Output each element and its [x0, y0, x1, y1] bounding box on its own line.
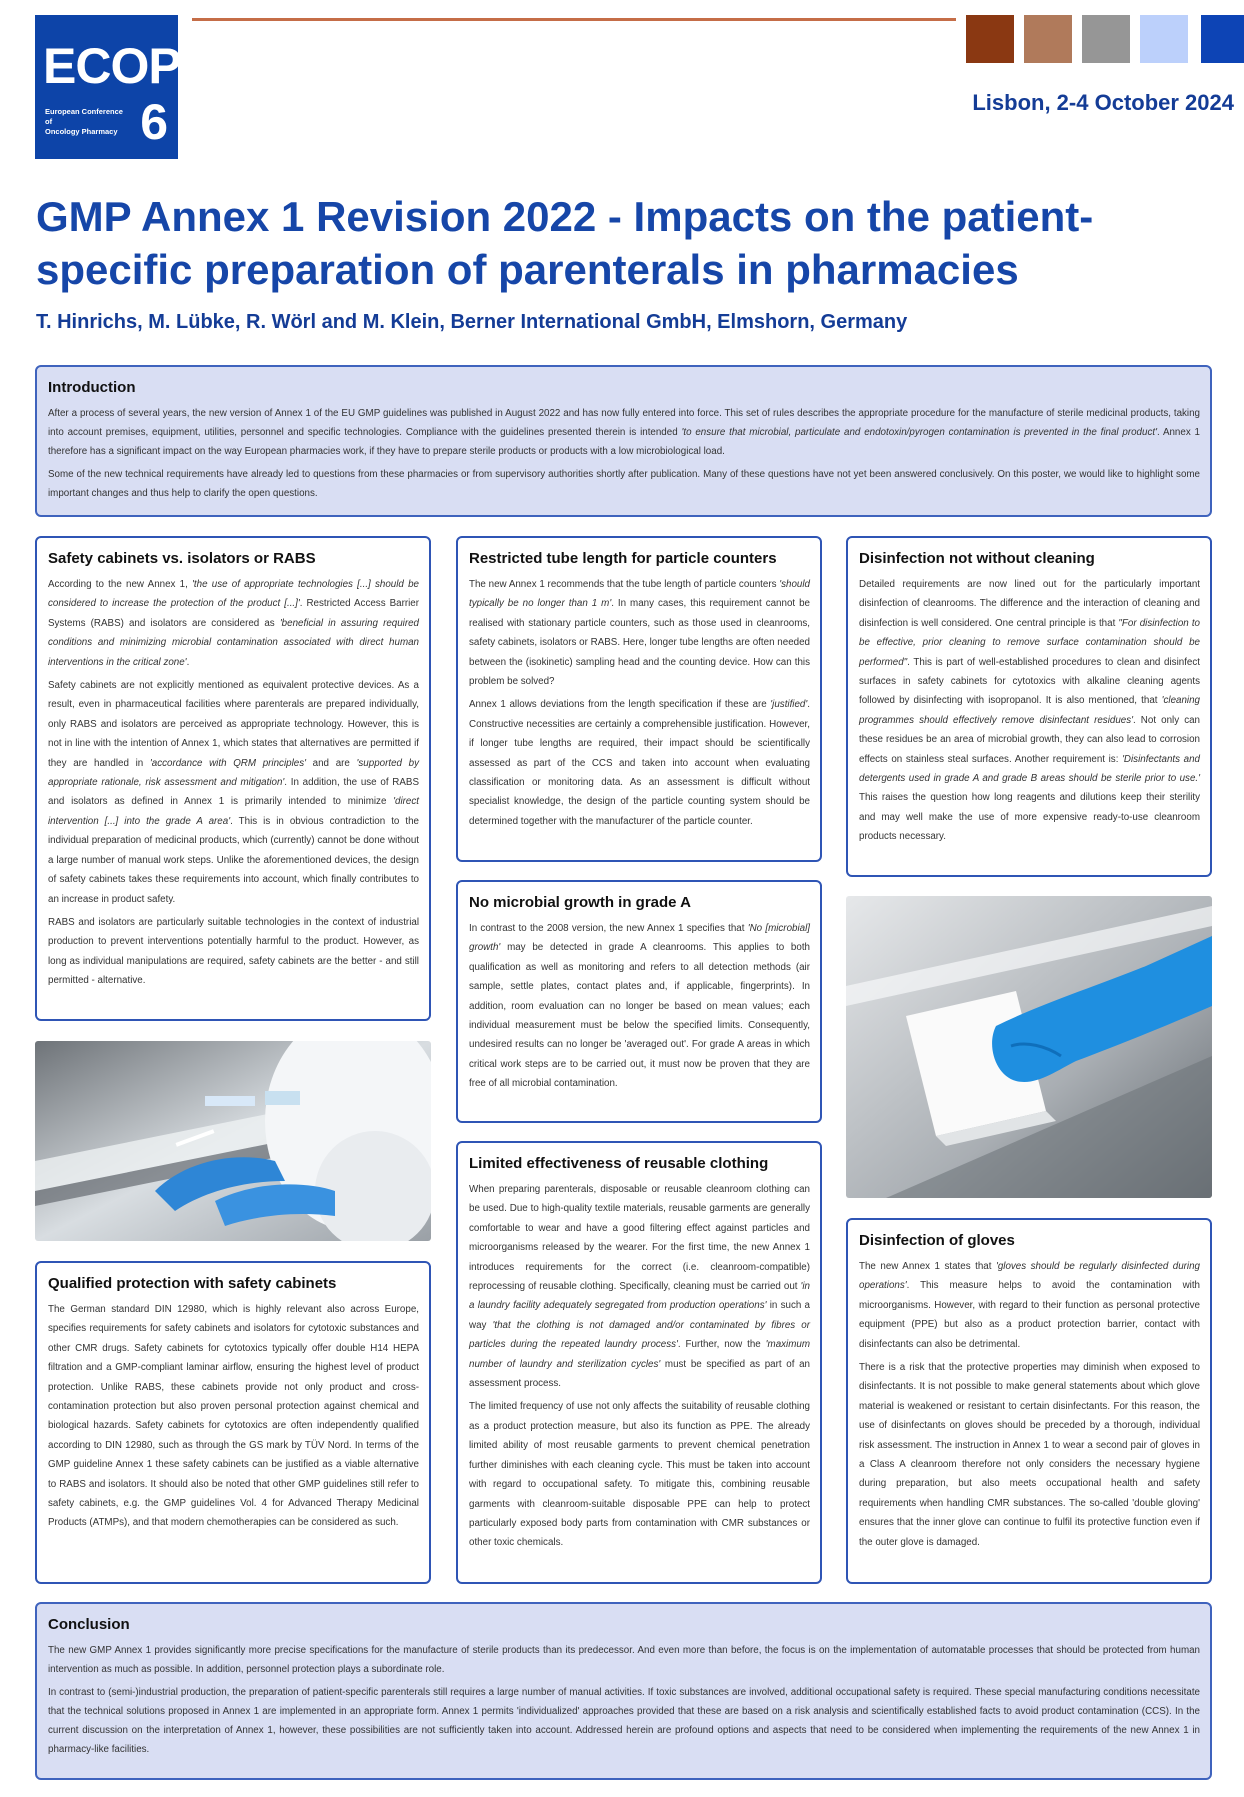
authors: T. Hinrichs, M. Lübke, R. Wörl and M. Klein, Berner International GmbH, Elmshorn, Germany: [36, 311, 908, 333]
qualified-protection-paragraph-1: The German standard DIN 12980, which is highly relevant also across Europe, specifies requirements for safety cabinets and isolators for cytotoxic substances and other CMR drugs. Safety cabinets for cytotoxics typically offer double H14 HEPA filtration and a GMP-compliant laminar airflow, ensuring the highest level of product protection. Unlike RABS, these cabinets provide not only product and cross-contamination protection but also proven personal protection against chemical and biological hazards. Safety cabinets for cytotoxics are often independently qualified according to DIN 12980, such as through the GS mark by TÜV Nord. In terms of the GMP guideline Annex 1 these safety cabinets can be justified as a viable alternative to RABS and isolators. It should also be noted that other GMP guidelines still refer to safety cabinets, e.g. the GMP guidelines Vol. 4 for Advanced Therapy Medicinal Products (ATMPs), and that modern chemotherapies can be considered as such.: [48, 1304, 419, 1529]
header-rule: [192, 18, 956, 21]
color-swatch-5: [1201, 15, 1244, 63]
logo-number: 6: [140, 94, 168, 150]
introduction-heading: Introduction: [48, 379, 136, 396]
ecop-logo: [35, 15, 181, 159]
conclusion-heading: Conclusion: [48, 1616, 130, 1633]
qualified-protection-heading: Qualified protection with safety cabinets: [48, 1275, 337, 1292]
reusable-clothing-heading: Limited effectiveness of reusable clothing: [469, 1155, 769, 1172]
safety-cabinets-heading: Safety cabinets vs. isolators or RABS: [48, 550, 316, 567]
poster-title-line2: specific preparation of parenterals in pharmacies: [36, 246, 1019, 293]
qualified-protection-box: [35, 1261, 431, 1584]
tube-length-box: [456, 536, 822, 862]
disinfection-box: [846, 536, 1212, 877]
introduction-paragraph-1: After a process of several years, the new version of Annex 1 of the EU GMP guidelines was published in August 2022 and has now fully entered into force. This set of rules describes the appropriate procedure for the manufacture of sterile medicinal products, taking into account premises, equipment, utilities, personnel and specific technologies. Compliance with the guidelines presented therein is intended 'to ensure that microbial, particulate and endotoxin/pyrogen contamination is prevented in the final product'. Annex 1 therefore has a significant impact on the way European pharmacies work, if they have to prepare sterile products or products with a low microbiological load.: [48, 408, 1200, 457]
microbial-growth-box: [456, 880, 822, 1123]
color-swatch-2: [1024, 15, 1072, 63]
logo-subtitle-line1: European Conference of: [45, 107, 123, 126]
reusable-clothing-paragraph-2: The limited frequency of use not only affects the suitability of reusable clothing as a product protection measure, but also its function as PPE. The already limited ability of most reusable garments to prevent chemical penetration further diminishes with each cleaning cycle. This must be taken into account with regard to occupational safety. To mitigate this, combining reusable garments with cleanroom-suitable disposable PPE can help to protect particularly exposed body parts from contamination with CMR substances or other toxic chemicals.: [469, 1401, 810, 1549]
safety-cabinets-box: [35, 536, 431, 1021]
conclusion-paragraph-2: In contrast to (semi-)industrial production, the preparation of patient-specific parenterals still requires a large number of manual activities. If toxic substances are involved, additional occupational safety is required. These special manufacturing conditions necessitate that the technical solutions proposed in Annex 1 are implemented in an appropriate form. Annex 1 permits 'individualized' approaches provided that these are based on a risk analysis and scientifically established facts to avoid product contamination (CCS). In the current discussion on the interpretation of Annex 1, however, these possibilities are not sufficiently taken into account. Addressed herein are profound options and aspects that need to be considered when implementing the requirements of the new Annex 1 in pharmacy-like facilities.: [48, 1687, 1200, 1755]
tube-length-heading: Restricted tube length for particle counters: [469, 550, 777, 567]
poster-title-line1: GMP Annex 1 Revision 2022 - Impacts on the patient-: [36, 193, 1094, 240]
glove-disinfection-paragraph-1: The new Annex 1 states that 'gloves should be regularly disinfected during operations'. This measure helps to avoid the contamination with microorganisms. However, with regard to their function as personal protective equipment (PPE) but also as a product protection barrier, contact with disinfectants can also be detrimental.: [859, 1261, 1200, 1350]
logo-subtitle: [45, 107, 125, 137]
safety-cabinet-photo: [35, 1041, 431, 1241]
introduction-paragraph-2: Some of the new technical requirements have already led to questions from these pharmacies or from supervisory authorities shortly after publication. Many of these questions have not yet been answered conclusively. On this poster, we would like to highlight some important changes and thus help to clarify the open questions.: [48, 469, 1200, 499]
microbial-growth-paragraph-1: In contrast to the 2008 version, the new Annex 1 specifies that 'No [microbial] growth' may be detected in grade A cleanrooms. This applies to both qualification as well as monitoring and refers to all detection methods (air sample, settle plates, contact plates and, if applicable, fingerprints). In addition, room evaluation can no longer be based on mean values; each individual measurement must be below the specified limits. Consequently, undesired results can no longer be 'averaged out'. For grade A areas in which critical work steps are to be carried out, it must now be proven that they are free of all microbial contamination.: [469, 923, 810, 1090]
safety-cabinets-paragraph-2: Safety cabinets are not explicitly mentioned as equivalent protective devices. As a result, even in pharmaceutical facilities where parenterals are prepared individually, only RABS and isolators are perceived as appropriate technology. However, this is not in line with the intention of Annex 1, which states that alternatives are permitted if they are handled in 'accordance with QRM principles' and are 'supported by appropriate rationale, risk assessment and mitigation'. In addition, the use of RABS and isolators as defined in Annex 1 is primarily intended to minimize 'direct intervention [...] into the grade A area'. This is in obvious contradiction to the individual preparation of medicinal products, which (currently) cannot be done without a large number of manual work steps. Unlike the aforementioned devices, the design of safety cabinets takes these requirements into account, which finally contributes to an increase in product safety.: [48, 680, 420, 905]
glove-disinfection-heading: Disinfection of gloves: [859, 1232, 1015, 1249]
conclusion-box: [35, 1602, 1212, 1780]
reusable-clothing-paragraph-1: When preparing parenterals, disposable or reusable cleanroom clothing can be used. Due to high-quality textile materials, reusable garments are generally comfortable to wear and have a good filtering effect against particles and microorganisms released by the wearer. For the first time, the new Annex 1 introduces requirements for the correct (i.e. cleanroom-compatible) reprocessing of reusable clothing. Specifically, cleaning must be carried out 'in a laundry facility adequately segregated from production operations' in such a way 'that the clothing is not damaged and/or contaminated by fibres or particles during the repeated laundry process'. Further, now the 'maximum number of laundry and sterilization cycles' must be specified as part of an assessment process.: [469, 1184, 811, 1390]
introduction-box: [35, 365, 1212, 517]
glove-cleaning-photo: [846, 896, 1212, 1198]
venue-date: Lisbon, 2-4 October 2024: [972, 90, 1234, 115]
color-swatch-1: [966, 15, 1014, 63]
safety-cabinets-paragraph-1: According to the new Annex 1, 'the use of appropriate technologies [...] should be considered to increase the protection of the product [...]'. Restricted Access Barrier Systems (RABS) and isolators are considered as 'beneficial in assuring required conditions and minimizing microbial contamination associated with direct human interventions in the critical zone'.: [48, 579, 420, 668]
disinfection-heading: Disinfection not without cleaning: [859, 550, 1095, 567]
glove-disinfection-paragraph-2: There is a risk that the protective properties may diminish when exposed to disinfectants. It is not possible to make general statements about which glove material is weakened or resistant to certain disinfectants. For this reason, the use of disinfectants on gloves should be preceded by a thorough, individual risk assessment. The instruction in Annex 1 to wear a second pair of gloves in a Class A cleanroom therefore not only considers the necessary hygiene during preparation, but also meets occupational health and safety requirements when handling CMR substances. The so-called 'double gloving' ensures that the inner glove can continue to fulfil its protective function even if the outer glove is damaged.: [859, 1362, 1200, 1548]
logo-subtitle-line2: Oncology Pharmacy: [45, 127, 118, 136]
disinfection-paragraph-1: Detailed requirements are now lined out for the particularly important disinfection of cleanrooms. The difference and the interaction of cleaning and disinfection is well considered. One central principle is that "For disinfection to be effective, prior cleaning to remove surface contamination should be performed". This is part of well-established procedures to clean and disinfect surfaces in safety cabinets for cytotoxics with alkaline cleaning agents followed by disinfecting with isopropanol. It is also mentioned, that 'cleaning programmes should effectively remove disinfectant residues'. Not only can these residues be an area of microbial growth, they can also lead to corrosion effects on stainless steal surfaces. Another requirement is: 'Disinfectants and detergents used in grade A and grade B areas should be sterile prior to use.' This raises the question how long reagents and dilutions keep their sterility and may well make the use of more expensive ready-to-use cleanroom products necessary.: [859, 579, 1201, 843]
tube-length-paragraph-2: Annex 1 allows deviations from the length specification if these are 'justified'. Constructive necessities are certainly a comprehensible justification. However, if longer tube lengths are required, their impact should be scientifically assessed as part of the CCS and taken into account when evaluating classification or monitoring data. As an assessment is difficult without specialist knowledge, the design of the particle counting system should be determined together with the manufacturer of the particle counter.: [469, 699, 810, 827]
safety-cabinets-paragraph-3: RABS and isolators are particularly suitable technologies in the context of industrial production to prevent interventions potentially harmful to the product. However, as long as individual manipulations are required, safety cabinets are the better - and still permitted - alternative.: [48, 916, 419, 987]
tube-length-paragraph-1: The new Annex 1 recommends that the tube length of particle counters 'should typically be no longer than 1 m'. In many cases, this requirement cannot be realised with stationary particle counters, such as those used in cleanrooms, safety cabinets, isolators or RABS. Here, longer tube lengths are often needed between the (isokinetic) sampling head and the counting device. How can this problem be solved?: [469, 579, 810, 688]
reusable-clothing-box: [456, 1141, 822, 1584]
poster-title: [36, 190, 1226, 296]
color-swatch-3: [1082, 15, 1130, 63]
logo-word: ECOP: [43, 38, 181, 94]
microbial-growth-heading: No microbial growth in grade A: [469, 894, 691, 911]
conclusion-paragraph-1: The new GMP Annex 1 provides significantly more precise specifications for the manufacture of sterile products than its predecessor. And even more than before, the focus is on the implementation of automatable processes that should be protected from human intervention as much as possible. In addition, personnel protection plays a subordinate role.: [48, 1645, 1200, 1675]
glove-disinfection-box: [846, 1218, 1212, 1584]
color-swatch-4: [1140, 15, 1188, 63]
